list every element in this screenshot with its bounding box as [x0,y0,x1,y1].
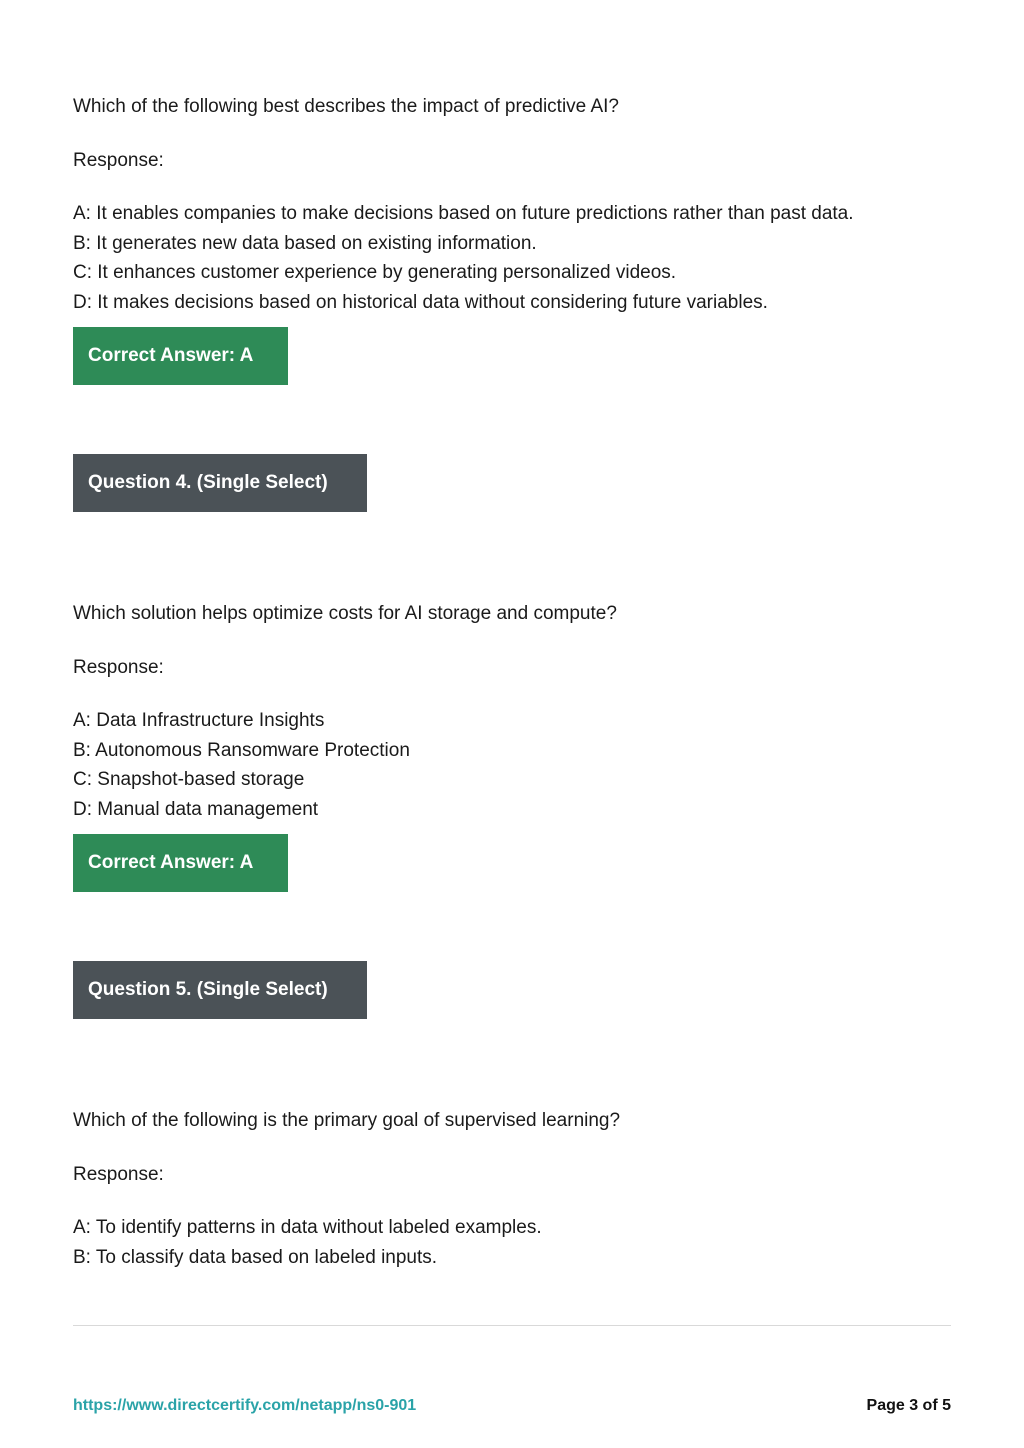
response-label: Response: [73,657,164,678]
option-d: D: It makes decisions based on historical data without considering future variables. [73,291,768,313]
option-a: A: It enables companies to make decisions based on future predictions rather than past data. [73,203,854,224]
option-a: A: Data Infrastructure Insights [73,710,325,731]
response-label: Response: [73,1164,164,1185]
correct-answer-badge: Correct Answer: A [73,327,288,385]
option-b: B: Autonomous Ransomware Protection [73,739,410,761]
response-label: Response: [73,150,164,171]
options-list [73,706,410,824]
question-text: Which of the following is the primary goal of supervised learning? [73,1110,621,1131]
footer-divider [73,1325,951,1326]
question-header: Question 4. (Single Select) [73,454,367,512]
question-header: Question 5. (Single Select) [73,961,367,1019]
option-c: C: It enhances customer experience by generating personalized videos. [73,262,677,283]
options-list [73,199,854,317]
option-b: B: To classify data based on labeled inputs. [73,1246,438,1268]
question-text: Which solution helps optimize costs for AI storage and compute? [73,603,617,624]
option-c: C: Snapshot-based storage [73,769,305,790]
page-number: Page 3 of 5 [866,1397,951,1414]
correct-answer-badge: Correct Answer: A [73,834,288,892]
footer-url-link[interactable]: https://www.directcertify.com/netapp/ns0-901 [73,1397,417,1414]
question-text: Which of the following best describes the impact of predictive AI? [73,96,619,117]
option-b: B: It generates new data based on existing information. [73,232,537,254]
option-d: D: Manual data management [73,798,319,820]
option-a: A: To identify patterns in data without labeled examples. [73,1217,542,1238]
options-list [73,1213,542,1272]
